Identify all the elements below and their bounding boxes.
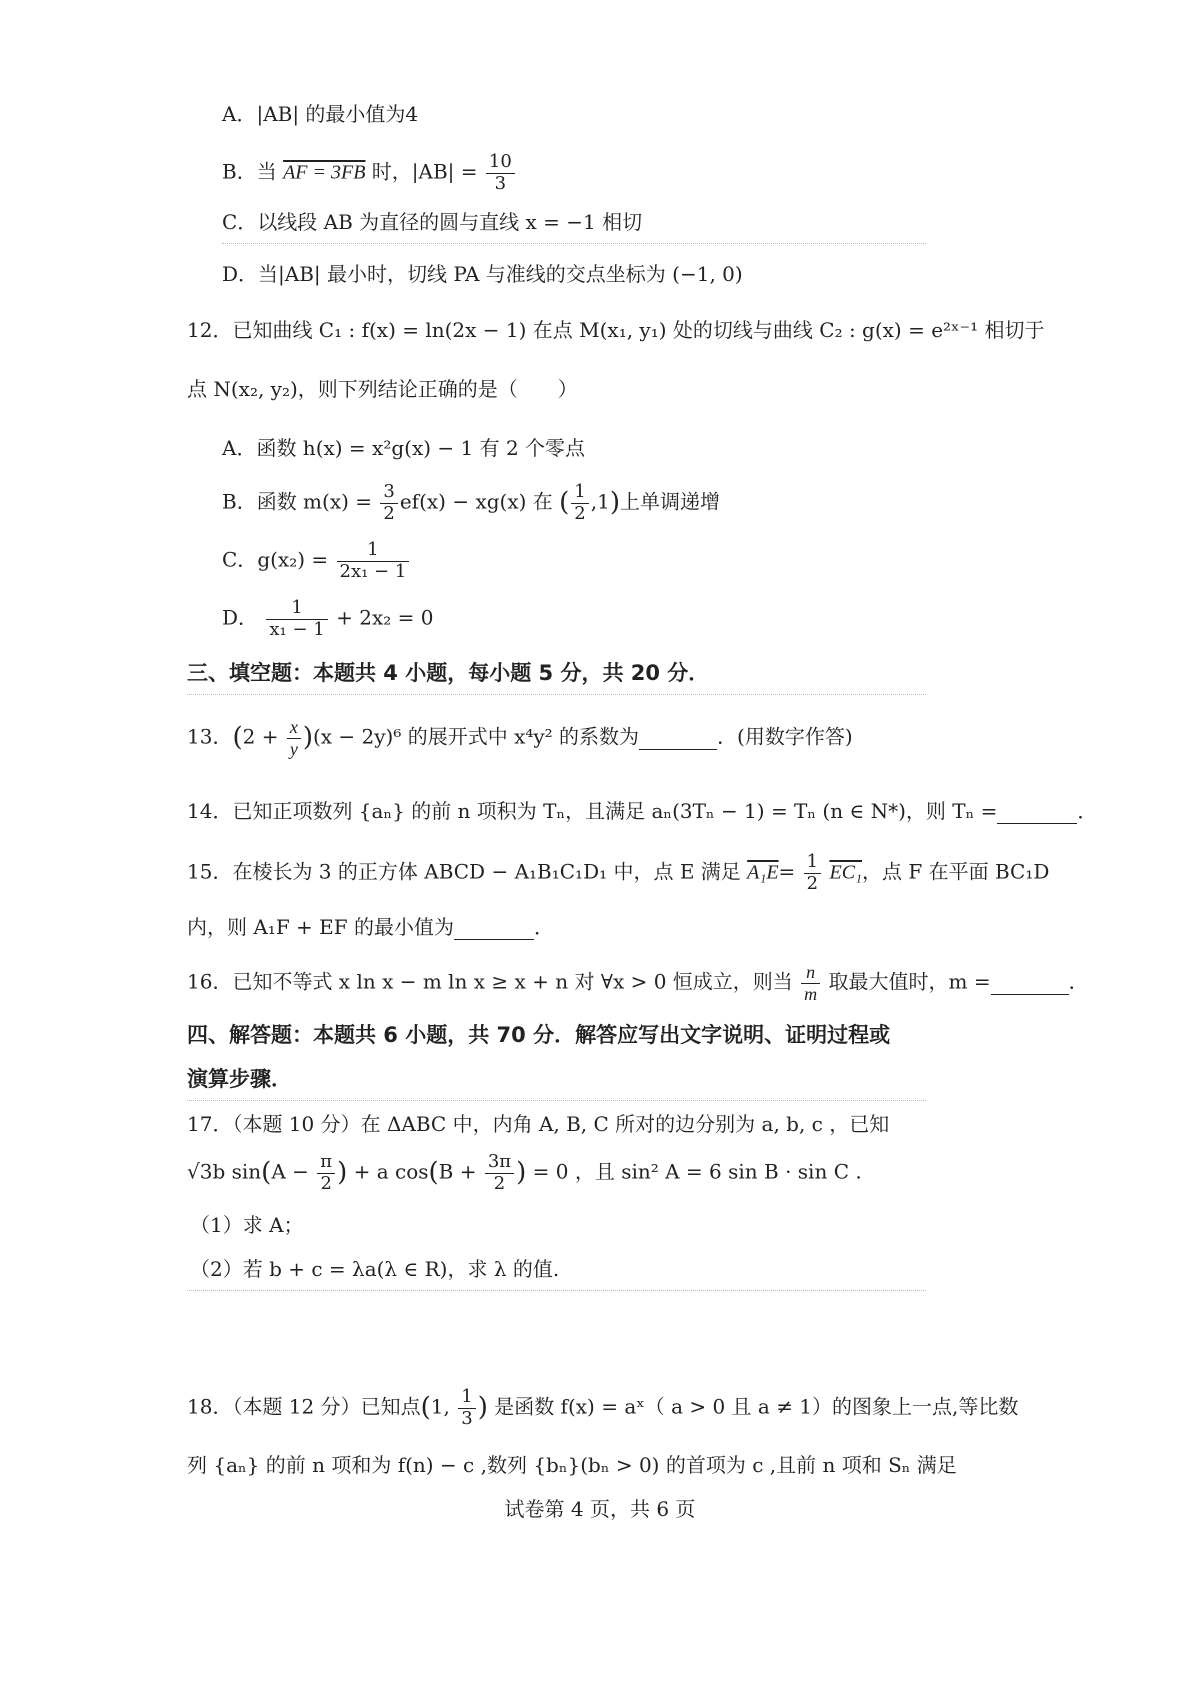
question-17-part1: （1）求 A； bbox=[190, 1213, 304, 1237]
q12-option-c: C．g(x₂) = $\frac{1}{\text{2x₁ − 1}}$ bbox=[222, 540, 411, 582]
divider bbox=[187, 1290, 926, 1291]
q12-option-a: A．函数 h(x) = x²g(x) − 1 有 2 个零点 bbox=[222, 436, 586, 460]
q12-stem-line2: 点 N(x₂, y₂)，则下列结论正确的是（ ） bbox=[187, 377, 578, 401]
page-footer: 试卷第 4 页，共 6 页 bbox=[504, 1497, 696, 1521]
divider bbox=[187, 1100, 926, 1101]
q11-option-b: B．当 AF = 3FB 时，|AB| = $\frac{10}{3}$ bbox=[222, 152, 517, 194]
fraction: $\frac{x}{y}$ bbox=[287, 717, 301, 759]
divider bbox=[187, 694, 926, 695]
fraction: $\frac{n}{m}$ bbox=[801, 962, 820, 1004]
question-17-part2: （2）若 b + c = λa(λ ∈ R)，求 λ 的值. bbox=[190, 1257, 560, 1281]
answer-blank bbox=[639, 725, 717, 750]
question-15-line2: 内，则 A₁F + EF 的最小值为 ． bbox=[187, 915, 555, 939]
fraction: $\frac{1}{3}$ bbox=[458, 1387, 475, 1429]
question-16: 16．已知不等式 x ln x − m ln x ≥ x + n 对 ∀x > 0 恒成立，则当 $\frac{n}{m}$ 取最大值时，m = ． bbox=[187, 962, 1089, 1004]
fraction: $\frac{3}{2}$ bbox=[380, 482, 397, 524]
question-15-line1: 15．在棱长为 3 的正方体 ABCD − A₁B₁C₁D₁ 中，点 E 满足 A₁E= $\frac{1}{2}$ EC₁，点 F 在平面 BC₁D bbox=[187, 851, 1050, 894]
section-4-heading-line1: 四、解答题：本题共 6 小题，共 70 分．解答应写出文字说明、证明过程或 bbox=[187, 1023, 891, 1047]
fraction: $\frac{1}{\text{2x₁ − 1}}$ bbox=[337, 540, 410, 582]
fraction: $\frac{3\pi}{2}$ bbox=[485, 1152, 514, 1194]
q12-option-b: B．函数 m(x) = $\frac{3}{2}$ ef(x) − xg(x) 在 ( $\frac{1}{2}$ ,1)上单调递增 bbox=[222, 481, 720, 524]
fraction: $\frac{10}{3}$ bbox=[486, 152, 515, 194]
fraction: $\frac{1}{2}$ bbox=[571, 482, 588, 524]
q11-option-d: D．当|AB| 最小时，切线 PA 与准线的交点坐标为 (−1, 0) bbox=[222, 262, 743, 286]
q11-option-c: C．以线段 AB 为直径的圆与直线 x = −1 相切 bbox=[222, 210, 643, 234]
q12-option-d: D． $\frac{1}{\text{x₁ − 1}}$ + 2x₂ = 0 bbox=[222, 597, 434, 640]
question-13: 13．(2 + $\frac{x}{y}$ )(x − 2y)⁶ 的展开式中 x⁴y² 的系数为 ．(用数字作答) bbox=[187, 717, 853, 759]
q12-stem-line1: 12．已知曲线 C₁ : f(x) = ln(2x − 1) 在点 M(x₁, y₁) 处的切线与曲线 C₂ : g(x) = e²ˣ⁻¹ 相切于 bbox=[187, 318, 1045, 342]
fraction: $\frac{1}{2}$ bbox=[804, 852, 821, 894]
question-18-line2: 列 {aₙ} 的前 n 项和为 f(n) − c ,数列 {bₙ}(bₙ > 0) 的首项为 c ,且前 n 项和 Sₙ 满足 bbox=[187, 1453, 957, 1477]
answer-blank bbox=[454, 915, 534, 940]
question-17-line1: 17．（本题 10 分）在 ΔABC 中，内角 A, B, C 所对的边分别为 a, b, c ，已知 bbox=[187, 1112, 890, 1136]
section-3-heading: 三、填空题：本题共 4 小题，每小题 5 分，共 20 分． bbox=[187, 661, 710, 685]
fraction: $\frac{\pi}{2}$ bbox=[317, 1152, 335, 1194]
question-14: 14．已知正项数列 {aₙ} 的前 n 项积为 Tₙ，且满足 aₙ(3Tₙ − 1) = Tₙ (n ∈ N*)，则 Tₙ = ． bbox=[187, 799, 1098, 823]
question-17-line2: √3b sin(A − $\frac{\pi}{2}$ ) + a cos(B + $\frac{3\pi}{2}$ ) = 0 ，且 sin² A = 6 sin B · sin C . bbox=[187, 1151, 862, 1194]
q11-option-a: A．|AB| 的最小值为4 bbox=[222, 102, 419, 126]
divider bbox=[222, 243, 926, 244]
fraction: $\frac{1}{\text{x₁ − 1}}$ bbox=[266, 598, 327, 640]
answer-blank bbox=[991, 970, 1069, 995]
answer-blank bbox=[997, 799, 1077, 824]
question-18-line1: 18．（本题 12 分）已知点(1, $\frac{1}{3}$ ) 是函数 f(x) = aˣ（ a > 0 且 a ≠ 1）的图象上一点,等比数 bbox=[187, 1386, 1019, 1429]
section-4-heading-line2: 演算步骤． bbox=[187, 1067, 292, 1091]
